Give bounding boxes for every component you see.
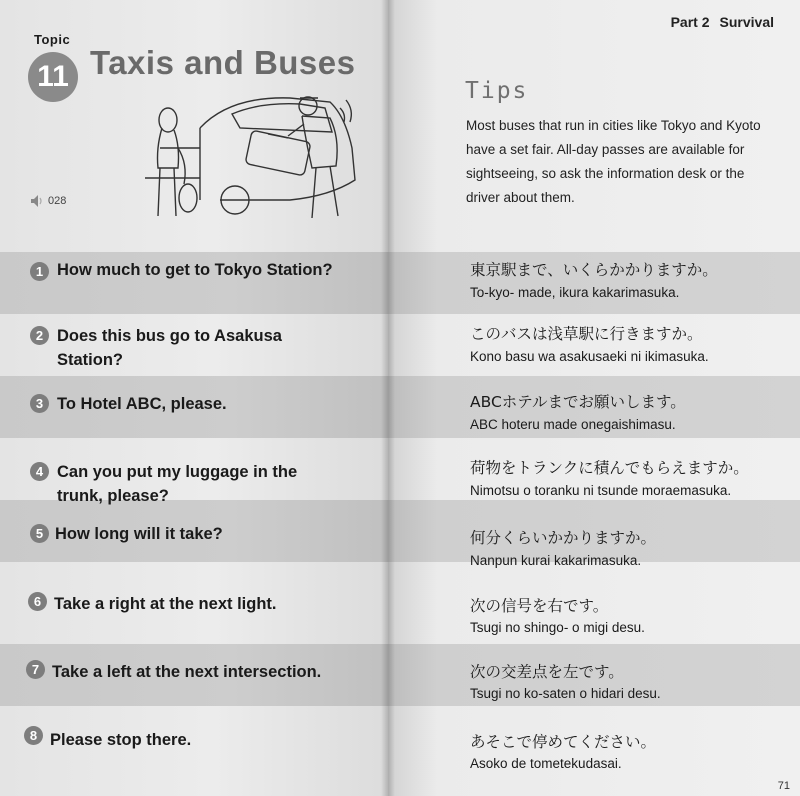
phrase-romaji: Asoko de tometekudasai.	[470, 756, 622, 771]
phrase-number-badge: 1	[30, 262, 49, 281]
phrase-english: Take a right at the next light.	[54, 595, 277, 613]
page-title: Taxis and Buses	[90, 44, 356, 81]
running-header	[661, 14, 774, 30]
phrase-japanese: 次の交差点を左です。	[470, 663, 624, 681]
phrase-romaji: Kono basu wa asakusaeki ni ikimasuka.	[470, 349, 709, 364]
audio-track	[30, 194, 66, 208]
phrase-english: How much to get to Tokyo Station?	[57, 261, 333, 279]
phrase-english: How long will it take?	[55, 525, 223, 543]
phrase-number-badge: 8	[24, 726, 43, 745]
phrase-number-badge: 3	[30, 394, 49, 413]
phrase-number-badge: 7	[26, 660, 45, 679]
tips-text: Most buses that run in cities like Tokyo and Kyoto have a set fair. All-day passes are available for sightseeing, so ask the information desk or the driver about them.	[466, 118, 761, 205]
page-number: 71	[777, 780, 790, 792]
section-label: Survival	[719, 14, 774, 30]
phrase-number-badge: 5	[30, 524, 49, 543]
topic-number-badge: 11	[28, 52, 78, 102]
phrase-number-badge: 2	[30, 326, 49, 345]
book-gutter	[381, 0, 395, 796]
phrase-english: Take a left at the next intersection.	[52, 663, 322, 681]
audio-track-number: 028	[48, 195, 67, 207]
phrase-number-badge: 4	[30, 462, 49, 481]
phrase-japanese: 次の信号を右です。	[470, 597, 609, 615]
phrase-japanese: ABCホテルまでお願いします。	[470, 393, 686, 411]
phrase-romaji: Tsugi no shingo- o migi desu.	[470, 620, 645, 635]
taxi-illustration	[140, 88, 370, 228]
phrase-japanese: 東京駅まで、いくらかかりますか。	[470, 261, 718, 279]
phrase-japanese: 荷物をトランクに積んでもらえますか。	[470, 459, 749, 477]
phrase-romaji: To-kyo- made, ikura kakarimasuka.	[470, 285, 680, 300]
speaker-icon	[30, 194, 44, 208]
part-label: Part 2	[670, 14, 710, 30]
phrase-romaji: Nanpun kurai kakarimasuka.	[470, 553, 642, 568]
phrase-romaji: ABC hoteru made onegaishimasu.	[470, 417, 676, 432]
phrase-japanese: あそこで停めてください。	[470, 733, 657, 751]
phrase-english: Please stop there.	[50, 731, 192, 749]
phrase-romaji: Nimotsu o toranku ni tsunde moraemasuka.	[470, 483, 732, 498]
tips-heading: Tips	[465, 78, 529, 104]
phrase-number-badge: 6	[28, 592, 47, 611]
topic-label: Topic	[34, 32, 71, 47]
phrase-japanese: このバスは浅草駅に行きますか。	[470, 325, 703, 343]
phrase-japanese: 何分くらいかかりますか。	[470, 529, 657, 547]
phrase-english: To Hotel ABC, please.	[57, 395, 227, 413]
phrase-english: Can you put my luggage in the trunk, please?	[57, 463, 298, 505]
phrase-romaji: Tsugi no ko-saten o hidari desu.	[470, 686, 661, 701]
phrase-english: Does this bus go to Asakusa Station?	[57, 327, 282, 369]
